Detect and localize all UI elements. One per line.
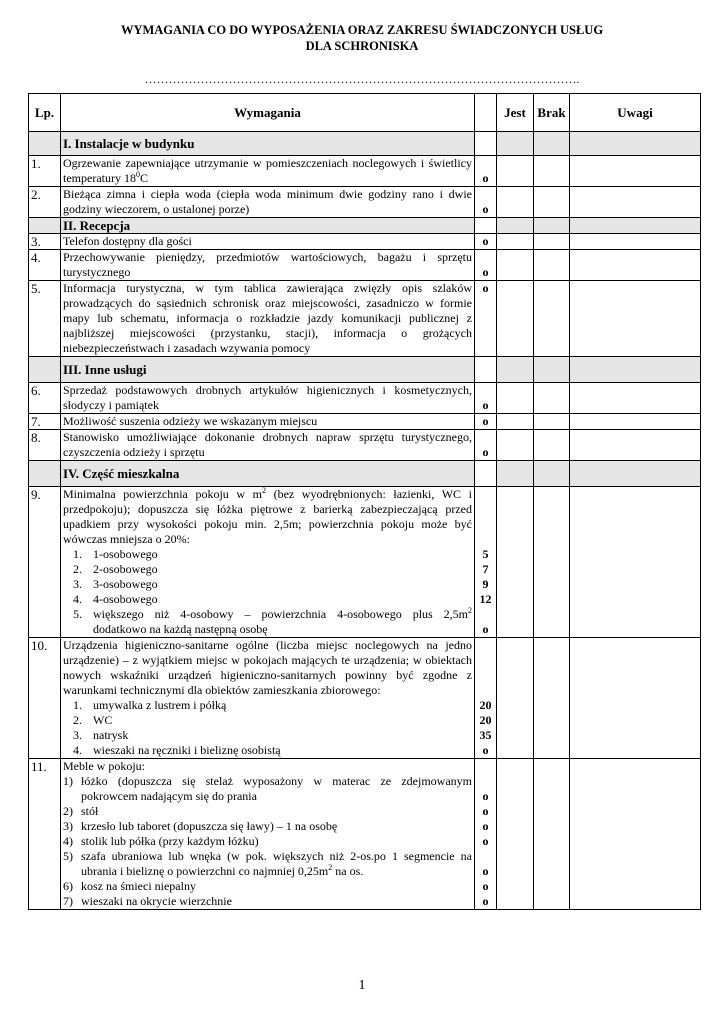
table-row xyxy=(29,759,701,910)
table-row xyxy=(29,638,701,759)
table-row xyxy=(29,430,701,461)
jest-values: 20 20 35 o xyxy=(475,638,497,759)
table-row xyxy=(29,414,701,430)
section-title: IV. Część mieszkalna xyxy=(61,461,475,487)
table-row xyxy=(29,487,701,638)
list-item: 7) wieszaki na okrycie wierzchnie xyxy=(63,894,232,908)
list-item: 2. 2-osobowego xyxy=(85,562,472,577)
jest-value: o xyxy=(475,414,497,430)
header-brak: Brak xyxy=(534,94,570,132)
list-item: 4) stolik lub półka (przy każdym łóżku) xyxy=(63,834,259,848)
page-number: 1 xyxy=(358,978,366,993)
requirement-text: Przechowywanie pieniędzy, przedmiotów wartościowych, bagażu i sprzętu turystycznego xyxy=(61,250,475,281)
requirements-table xyxy=(28,93,701,910)
header-jest: Jest xyxy=(497,94,534,132)
table-row xyxy=(29,250,701,281)
requirement-intro: Urządzenia higieniczno-sanitarne ogólne (liczba miejsc noclegowych na jedno urządzenie) – z wyjątkiem miejsc w pokojach mających te urządzenia; w obiektach nowych wskaźniki urządzeń higieniczno-sanitarnych powinny być zgodne z warunkami technicznymi dla obiektów zamieszkania zbiorowego: xyxy=(63,638,472,697)
requirement-text: Możliwość suszenia odzieży we wskazanym miejscu xyxy=(61,414,475,430)
brak-cell xyxy=(497,156,534,187)
requirement-text: Bieżąca zimna i ciepła woda (ciepła woda minimum dwie godziny rano i dwie godziny wieczorem, o ustalonej porze) xyxy=(61,187,475,218)
list-item: 6) kosz na śmieci niepalny xyxy=(63,879,196,893)
jest-value: o xyxy=(475,383,497,414)
row-number: 5. xyxy=(29,281,61,357)
list-item: 3. 3-osobowego xyxy=(85,577,472,592)
requirement-text xyxy=(61,759,475,910)
row-number: 6. xyxy=(29,383,61,414)
jest-value: o xyxy=(475,187,497,218)
list-item: 5. większego niż 4-osobowy – powierzchnia 4-osobowego plus $2,5m^2$ dodatkowo na każdą następną osobę xyxy=(85,607,472,637)
requirement-text: Ogrzewanie zapewniające utrzymanie w pomieszczeniach noclegowych i świetlicy temperatury $18^0C$ xyxy=(61,156,475,187)
table-row xyxy=(29,156,701,187)
list-item: 1. 1-osobowego xyxy=(85,547,472,562)
section-row xyxy=(29,218,701,234)
jest-value: o xyxy=(475,250,497,281)
list-item: 1) łóżko (dopuszcza się stelaż wyposażony w materac ze zdejmowanym pokrowcem nadającym się do prania xyxy=(63,774,472,803)
header-lp: Lp. xyxy=(29,94,61,132)
requirement-intro: Minimalna powierzchnia pokoju w $m^2$ (bez wyodrębnionych: łazienki, WC i przedpokoju); dopuszcza się łóżka piętrowe z barierką zabezpieczającą przed upadkiem przy wysokości pokoju min. 2,5m; powierzchnia pokoju może być wówczas mniejsza o 20%: xyxy=(63,486,472,546)
uwagi-cell xyxy=(570,156,701,187)
sanitary-list xyxy=(63,698,472,758)
table-header-row xyxy=(29,94,701,132)
uwagi-cell-a xyxy=(534,156,570,187)
list-item: 3) krzesło lub taboret (dopuszcza się ławy) – 1 na osobę xyxy=(63,819,338,833)
section-title: II. Recepcja xyxy=(61,218,475,234)
section-title: III. Inne usługi xyxy=(61,357,475,383)
section-title: I. Instalacje w budynku xyxy=(61,132,475,156)
requirement-text: Informacja turystyczna, w tym tablica zawierająca zwięzły opis szlaków prowadzących do sąsiednich schronisk oraz miejscowości, zasadniczo w formie mapy lub schematu, informacja o rozkładzie jazdy komunikacji publicznej z najbliższej miejscowości (przystanku, stacji), informacja o grożących niebezpieczeństwach i zasadach wzywania pomocy xyxy=(61,281,475,357)
dotted-line: ………………………………………………………………………………………………. xyxy=(144,72,580,86)
requirement-intro: Meble w pokoju: xyxy=(63,759,145,773)
list-item: 4. wieszaki na ręczniki i bieliznę osobistą xyxy=(85,743,472,758)
row-number: 3. xyxy=(29,234,61,250)
table-row xyxy=(29,187,701,218)
row-number: 1. xyxy=(29,156,61,187)
table-row xyxy=(29,281,701,357)
row-number: 7. xyxy=(29,414,61,430)
requirement-text: Stanowisko umożliwiające dokonanie drobnych napraw sprzętu turystycznego, czyszczenia odzieży i sprzętu xyxy=(61,430,475,461)
jest-values: o o o o o o o xyxy=(475,759,497,910)
row-number: 10. xyxy=(29,638,61,759)
list-item: 2) stół xyxy=(63,804,99,818)
requirement-text xyxy=(61,638,475,759)
row-number: 9. xyxy=(29,487,61,638)
header-requirements: Wymagania xyxy=(61,94,475,132)
section-row xyxy=(29,357,701,383)
document-title-line1: WYMAGANIA CO DO WYPOSAŻENIA ORAZ ZAKRESU ŚWIADCZONYCH USŁUG xyxy=(120,23,604,37)
jest-value: o xyxy=(475,281,497,357)
jest-values: 5 7 9 12 o xyxy=(475,487,497,638)
list-item: 3. natrysk xyxy=(85,728,472,743)
requirement-text: Sprzedaż podstawowych drobnych artykułów higienicznych i kosmetycznych, słodyczy i pamiątek xyxy=(61,383,475,414)
header-gap xyxy=(475,94,497,132)
jest-value: o xyxy=(475,156,497,187)
list-item: 4. 4-osobowego xyxy=(85,592,472,607)
section-row xyxy=(29,132,701,156)
header-uwagi: Uwagi xyxy=(570,94,701,132)
list-item: 2. WC xyxy=(85,713,472,728)
jest-value: o xyxy=(475,234,497,250)
room-size-list xyxy=(63,547,472,637)
list-item: 5) szafa ubraniowa lub wnęka (w pok. większych niż 2-os.po 1 segmencie na ubrania i bieliznę o powierzchni co najmniej $0,25m^2$ na os. xyxy=(63,849,472,878)
list-item: 1. umywalka z lustrem i półką xyxy=(85,698,472,713)
section-row xyxy=(29,461,701,487)
table-row xyxy=(29,234,701,250)
row-number: 8. xyxy=(29,430,61,461)
row-number: 4. xyxy=(29,250,61,281)
table-row xyxy=(29,383,701,414)
jest-value: o xyxy=(475,430,497,461)
row-number: 11. xyxy=(29,759,61,910)
requirement-text: Telefon dostępny dla gości xyxy=(61,234,475,250)
row-number: 2. xyxy=(29,187,61,218)
requirement-text xyxy=(61,487,475,638)
document-title-line2: DLA SCHRONISKA xyxy=(305,39,419,53)
